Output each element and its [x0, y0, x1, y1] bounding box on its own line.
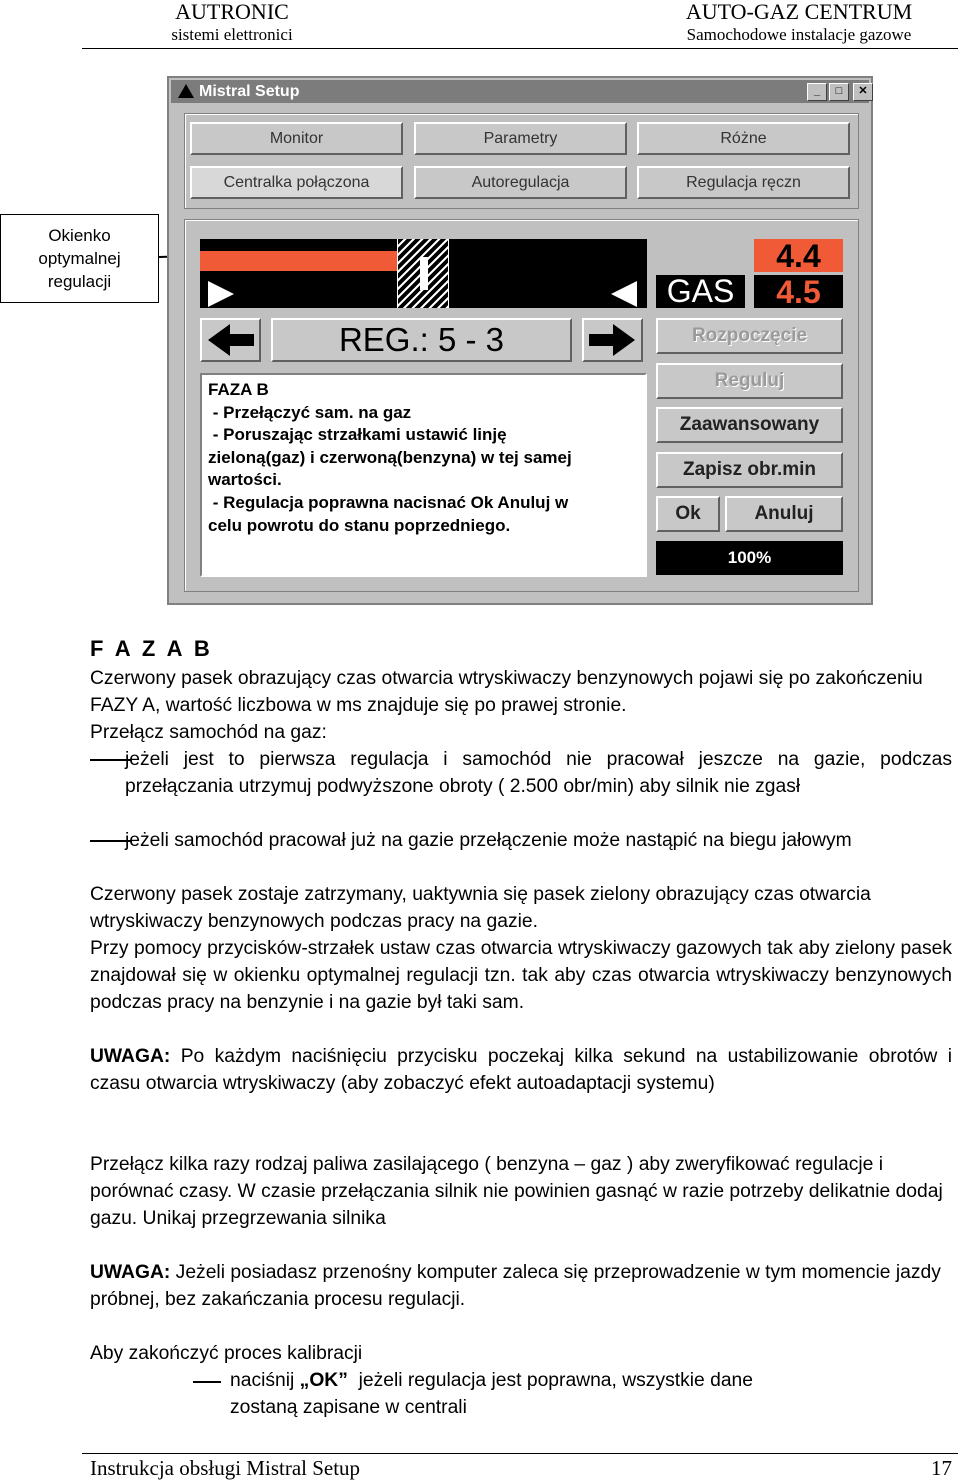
cancel-button[interactable]: Anuluj — [725, 496, 843, 532]
paragraph-7-text: Jeżeli posiadasz przenośny komputer zaleca się przeprowadzenie w tym momencie jazdy próbnej, bez zakańczania procesu regulacji. — [90, 1262, 941, 1310]
bullet-3-pre: naciśnij — [230, 1370, 300, 1391]
ok-button[interactable]: Ok — [656, 496, 720, 532]
start-button[interactable]: Rozpoczęcie — [656, 318, 843, 354]
close-icon[interactable]: ✕ — [853, 83, 873, 101]
maximize-icon[interactable]: □ — [829, 83, 849, 101]
advanced-button[interactable]: Zaawansowany — [656, 407, 843, 443]
play-left-icon — [611, 281, 637, 307]
company-name: AUTRONIC — [175, 0, 289, 24]
paragraph-6: Przełącz kilka razy rodzaj paliwa zasilającego ( benzyna – gaz ) aby zweryfikować regulacje i porównać czasy. W czasie przełączania silnik nie powinien gasnąć w razie potrzeby delikatnie dodaj gazu. Unikaj przegrzewania silnika — [90, 1154, 943, 1229]
tab-regulacja-reczna[interactable]: Regulacja ręczn — [637, 166, 850, 199]
tab-centralka[interactable]: Centralka połączona — [190, 166, 403, 199]
tab-panel — [184, 113, 859, 209]
decrease-button[interactable] — [200, 318, 261, 362]
injection-time-bar — [200, 239, 647, 308]
company-subtitle: sistemi elettronici — [171, 25, 293, 44]
paragraph-5-text: Po każdym naciśnięciu przycisku poczekaj kilka sekund na ustabilizowanie obrotów i czasu otwarcia wtryskiwaczy (aby zobaczyć efekt autoadaptacji systemu) — [90, 1046, 952, 1094]
window-title: Mistral Setup — [199, 83, 300, 100]
instructions-box: FAZA B - Przełączyć sam. na gaz - Poruszając strzałkami ustawić linję zieloną(gaz) i czerwoną(benzyna) w tej samej wartości. - Regulacja poprawna nacisnać Ok Anuluj w celu powrotu do stanu poprzedniego. — [200, 373, 647, 577]
bullet-2: jeżeli samochód pracował już na gazie przełączenie może nastąpić na biegu jałowym — [125, 830, 852, 851]
callout-box — [0, 214, 159, 303]
warning-label: UWAGA: — [90, 1262, 171, 1283]
play-right-icon — [208, 281, 234, 307]
warning-label: UWAGA: — [90, 1046, 171, 1067]
regulation-panel — [184, 219, 859, 592]
bullet-1: jeżeli jest to pierwsza regulacja i samochód nie pracował jeszcze na gazie, podczas przełączania utrzymuj podwyższone obroty ( 2.500 obr/min) aby silnik nie zgasł — [125, 749, 952, 797]
bullet-3-line-2: zostaną zapisane w centrali — [230, 1397, 467, 1418]
gas-time-value: 4.5 — [754, 275, 843, 308]
callout-line-2: optymalnej — [38, 249, 121, 268]
gas-time-marker — [420, 257, 428, 290]
partner-name: AUTO-GAZ CENTRUM — [685, 0, 913, 24]
paragraph-3: Czerwony pasek zostaje zatrzymany, uaktywnia się pasek zielony obrazujący czas otwarcia wtryskiwaczy benzynowych podczas pracy na gazie. — [90, 884, 871, 932]
arrow-right-icon — [584, 320, 641, 360]
callout-line-1: Okienko — [48, 226, 111, 245]
footer-rule — [82, 1453, 958, 1454]
bullet-dash — [193, 1381, 221, 1383]
increase-button[interactable] — [582, 318, 643, 362]
partner-subtitle: Samochodowe instalacje gazowe — [686, 25, 912, 44]
header-right — [640, 0, 958, 46]
gas-label: GAS — [656, 275, 745, 308]
app-logo-icon — [178, 84, 194, 98]
paragraph-2: Przełącz samochód na gaz: — [90, 722, 327, 743]
tab-autoregulacja[interactable]: Autoregulacja — [414, 166, 627, 199]
progress-indicator: 100% — [656, 541, 843, 575]
header-rule — [82, 48, 958, 49]
tab-rozne[interactable]: Różne — [637, 122, 850, 155]
footer-title: Instrukcja obsługi Mistral Setup — [90, 1456, 361, 1480]
window-titlebar — [171, 80, 869, 103]
reg-display: REG.: 5 - 3 — [271, 318, 572, 362]
save-rpm-button[interactable]: Zapisz obr.min — [656, 452, 843, 488]
petrol-time-value: 4.4 — [754, 239, 843, 272]
paragraph-7 — [90, 1259, 952, 1313]
page-number: 17 — [931, 1456, 952, 1480]
mistral-setup-window — [167, 76, 873, 605]
paragraph-4: Przy pomocy przycisków-strzałek ustaw czas otwarcia wtryskiwaczy gazowych tak aby zielony pasek znajdował się w okienku optymalnej regulacji tzn. tak aby czas otwarcia wtryskiwaczy benzynowych podczas pracy na benzynie i na gazie był taki sam. — [90, 938, 952, 1013]
regulate-button[interactable]: Reguluj — [656, 363, 843, 399]
paragraph-1: Czerwony pasek obrazujący czas otwarcia wtryskiwaczy benzynowych pojawi się po zakończeniu FAZY A, wartość liczbowa w ms znajduje się po prawej stronie. — [90, 668, 923, 716]
arrow-left-icon — [202, 320, 259, 360]
callout-line-3: regulacji — [47, 272, 112, 291]
tab-parametry[interactable]: Parametry — [414, 122, 627, 155]
minimize-icon[interactable]: _ — [807, 83, 827, 101]
bullet-3-post: jeżeli regulacja jest poprawna, wszystkie dane — [347, 1370, 753, 1391]
paragraph-5 — [90, 1043, 952, 1097]
section-heading: F A Z A B — [90, 636, 213, 661]
bullet-3 — [230, 1367, 952, 1394]
header-left — [82, 0, 382, 46]
ok-emphasis: „OK” — [299, 1370, 348, 1391]
paragraph-8: Aby zakończyć proces kalibracji — [90, 1343, 363, 1364]
tab-monitor[interactable]: Monitor — [190, 122, 403, 155]
